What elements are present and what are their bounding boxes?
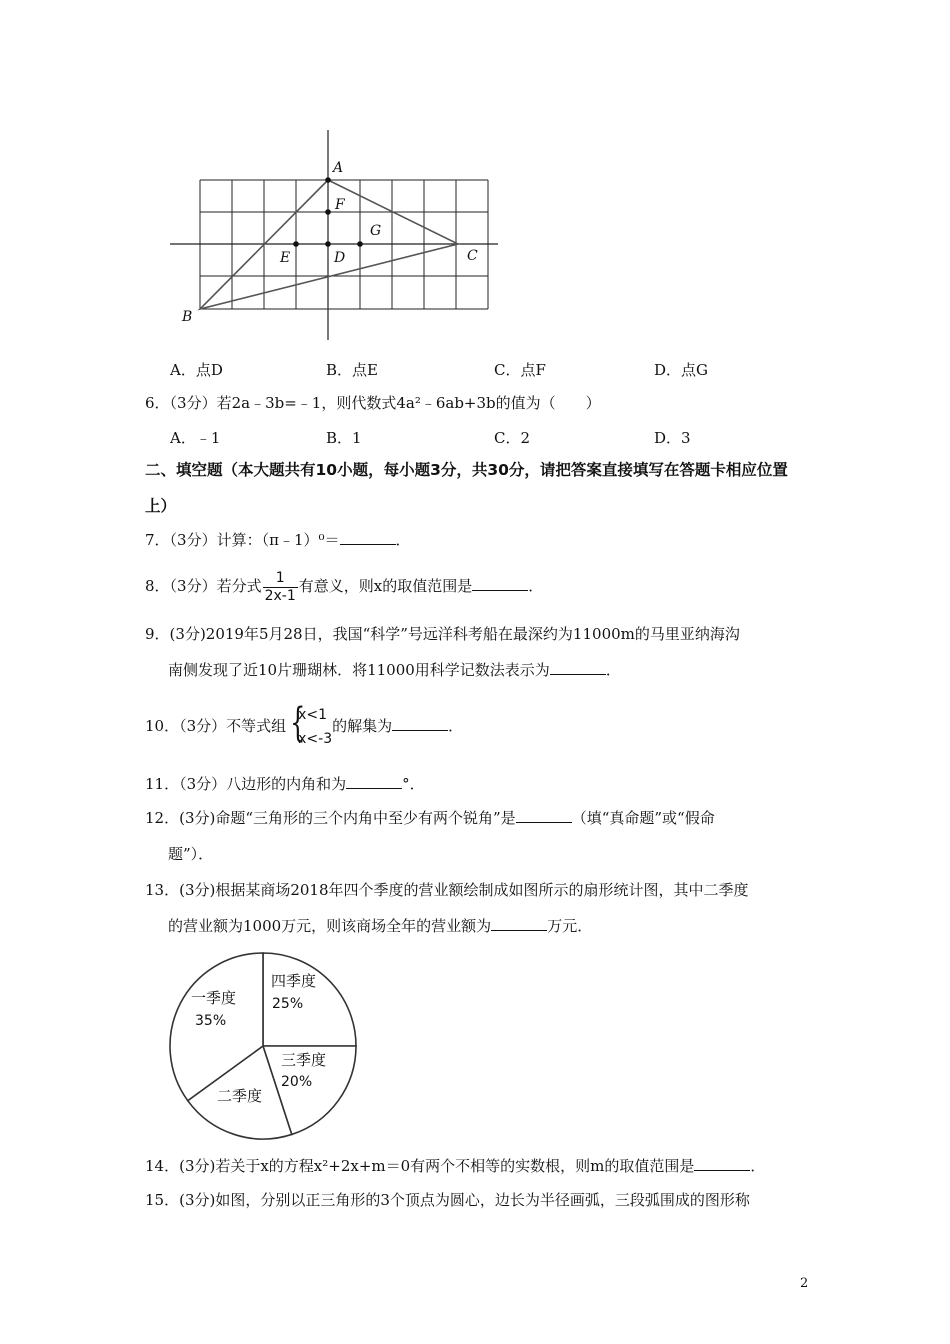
pie-label-q1: 一季度 [191,989,237,1007]
q11-blank [346,774,402,789]
q11: 11．（3分）八边形的内角和为 °． [145,775,425,793]
section2-heading-cont: 上） [145,497,177,515]
q6-option-a: A．﹣1 [170,429,221,447]
q8: 8．（3分）若分式 $\frac{1}{2x-1}$ 有意义，则x的取值范围是 ． [145,569,544,604]
label-c: C [467,248,478,264]
label-f: F [335,197,345,213]
q13-line1: 13．(3分)根据某商场2018年四个季度的营业额绘制成如图所示的扇形统计图，其中二季度 [145,881,749,899]
q6-option-c: C．2 [494,429,531,447]
grid-figure [165,125,505,345]
q5-option-d: D．点G [654,361,709,379]
page-number: 2 [800,1276,809,1291]
label-b: B [182,309,193,325]
q5-option-b: B．点E [326,361,378,379]
q7: 7．（3分）计算：（π﹣1）⁰＝ ． [145,531,411,549]
q9-line1: 9．(3分)2019年5月28日，我国“科学”号远洋科考船在最深约为11000m的马里亚纳海沟 [145,625,740,643]
label-a: A [333,160,344,176]
label-g: G [370,223,382,239]
label-e: E [280,250,291,266]
q5-option-c: C．点F [494,361,546,379]
q12-line2: 题”）． [168,845,214,863]
label-d: D [334,250,346,266]
q14-blank [694,1156,750,1171]
q12-blank [516,808,572,823]
q8-blank [472,576,528,591]
q5-option-a: A．点D [170,361,223,379]
q6-option-d: D．3 [654,429,691,447]
q12-line1: 12．(3分)命题“三角形的三个内角中至少有两个锐角”是 （填“真命题”或“假命 [145,809,715,827]
pie-chart [165,948,365,1144]
pie-label-q3: 三季度 [281,1051,327,1069]
pie-label-q2: 二季度 [217,1087,263,1105]
pie-slices [170,953,356,1139]
q10-blank [392,716,448,731]
pie-pct-q3: 20% [281,1074,313,1090]
pie-pct-q4: 25% [272,996,304,1012]
q6-option-b: B．1 [326,429,362,447]
pie-label-q4: 四季度 [271,972,317,990]
q15-line1: 15．(3分)如图，分别以正三角形的3个顶点为圆心，边长为半径画弧，三段弧围成的图形称 [145,1191,750,1209]
section2-heading: 二、填空题（本大题共有10小题，每小题3分，共30分，请把答案直接填写在答题卡相应位置 [145,461,788,479]
q7-blank [340,530,396,545]
q9-blank [550,660,606,675]
q8-fraction: $\frac{1}{2x-1}$ [264,569,296,604]
q10-system: { x<1 x<-3 [290,700,333,747]
q14: 14．(3分)若关于x的方程x²+2x+m＝0有两个不相等的实数根，则m的取值范围是 ． [145,1157,766,1175]
q13-blank [491,916,547,931]
pie-pct-q1: 35% [195,1013,227,1029]
q9-line2: 南侧发现了近10片珊瑚林．将11000用科学记数法表示为 ． [168,661,621,679]
q13-line2: 的营业额为1000万元，则该商场全年的营业额为 万元． [168,917,593,935]
q10: 10．（3分）不等式组 { x<1 x<-3 的解集为 ． [145,698,463,754]
q6-text: 6．（3分）若2a﹣3b=﹣1，则代数式4a²﹣6ab+3b的值为（ ） [145,394,601,412]
